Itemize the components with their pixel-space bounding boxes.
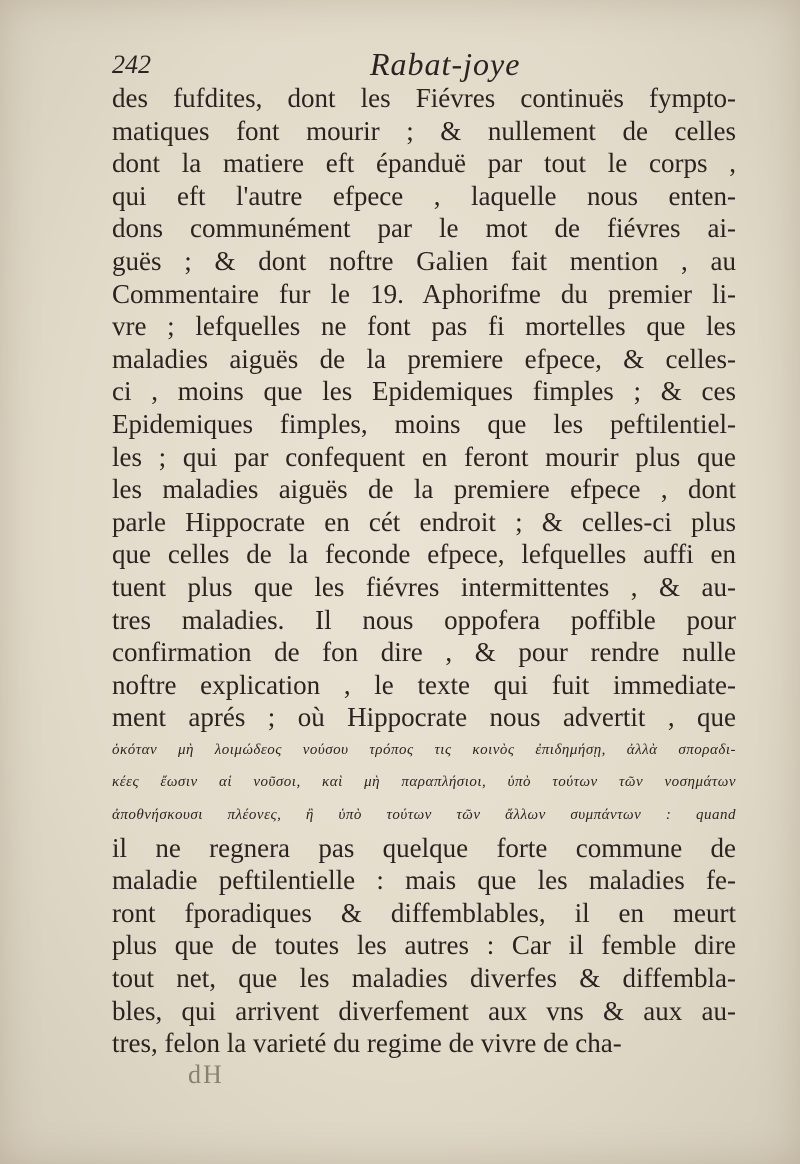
greek-quote-line: ἀποθνήσκουσι πλέονες, ἢ ὑπὸ τούτων τῶν ἄλλων συμπάντων : quand [112, 807, 736, 824]
footer-mark: dH [188, 1060, 224, 1089]
running-title: Rabat-joye [370, 46, 521, 82]
page-number: 242 [112, 50, 151, 79]
text-line: tuent plus que les fiévres intermittentes , & au- [112, 571, 736, 602]
body-text [112, 82, 736, 1060]
text-line: parle Hippocrate en cét endroit ; & celles-ci plus [112, 506, 736, 537]
text-line: tout net, que les maladies diverfes & diffembla- [112, 963, 736, 994]
text-line: tres, felon la varieté du regime de vivre de cha- [112, 1028, 622, 1059]
greek-quote-line: ὁκόταν μὴ λοιμώδεος νούσου τρόπος τις κοινὸς ἐπιδημήσῃ, ἀλλὰ σποραδι- [112, 741, 736, 758]
text-line: ment aprés ; où Hippocrate nous advertit , que [112, 702, 736, 733]
text-line: vre ; lefquelles ne font pas fi mortelles que les [112, 311, 736, 342]
text-line: des fufdites, dont les Fiévres continuës fympto- [112, 83, 736, 113]
text-line: dont la matiere eft épanduë par tout le corps , [112, 148, 736, 179]
text-line: les ; qui par confequent en feront mourir plus que [112, 441, 736, 472]
text-line: dons communément par le mot de fiévres ai- [112, 213, 736, 244]
text-line: maladies aiguës de la premiere efpece, & celles- [112, 343, 736, 374]
text-line: bles, qui arrivent diverfement aux vns & aux au- [112, 995, 736, 1026]
page-header [112, 46, 732, 86]
text-line: il ne regnera pas quelque forte commune de [112, 832, 736, 863]
text-line: guës ; & dont noftre Galien fait mention , au [112, 245, 736, 276]
text-line: confirmation de fon dire , & pour rendre nulle [112, 637, 736, 668]
text-line: noftre explication , le texte qui fuit immediate- [112, 669, 736, 700]
text-line: matiques font mourir ; & nullement de celles [112, 115, 736, 146]
greek-quote-line: κέες ἔωσιν αἱ νοῦσοι, καὶ μὴ παραπλήσιοι, ὑπὸ τούτων τῶν νοσημάτων [112, 774, 736, 791]
text-line: plus que de toutes les autres : Car il femble dire [112, 930, 736, 961]
text-line: qui eft l'autre efpece , laquelle nous enten- [112, 180, 736, 211]
text-line: ront fporadiques & diffemblables, il en meurt [112, 897, 736, 928]
text-line: les maladies aiguës de la premiere efpece , dont [112, 474, 736, 505]
text-line: Commentaire fur le 19. Aphorifme du premier li- [112, 278, 736, 309]
text-line: Epidemiques fimples, moins que les peftilentiel- [112, 408, 736, 439]
text-line: ci , moins que les Epidemiques fimples ; & ces [112, 376, 736, 407]
text-line: tres maladies. Il nous oppofera poffible pour [112, 604, 736, 635]
faded-stamp [628, 1058, 728, 1086]
text-line: que celles de la feconde efpece, lefquelles auffi en [112, 539, 736, 570]
text-line: maladie peftilentielle : mais que les maladies fe- [112, 865, 736, 896]
